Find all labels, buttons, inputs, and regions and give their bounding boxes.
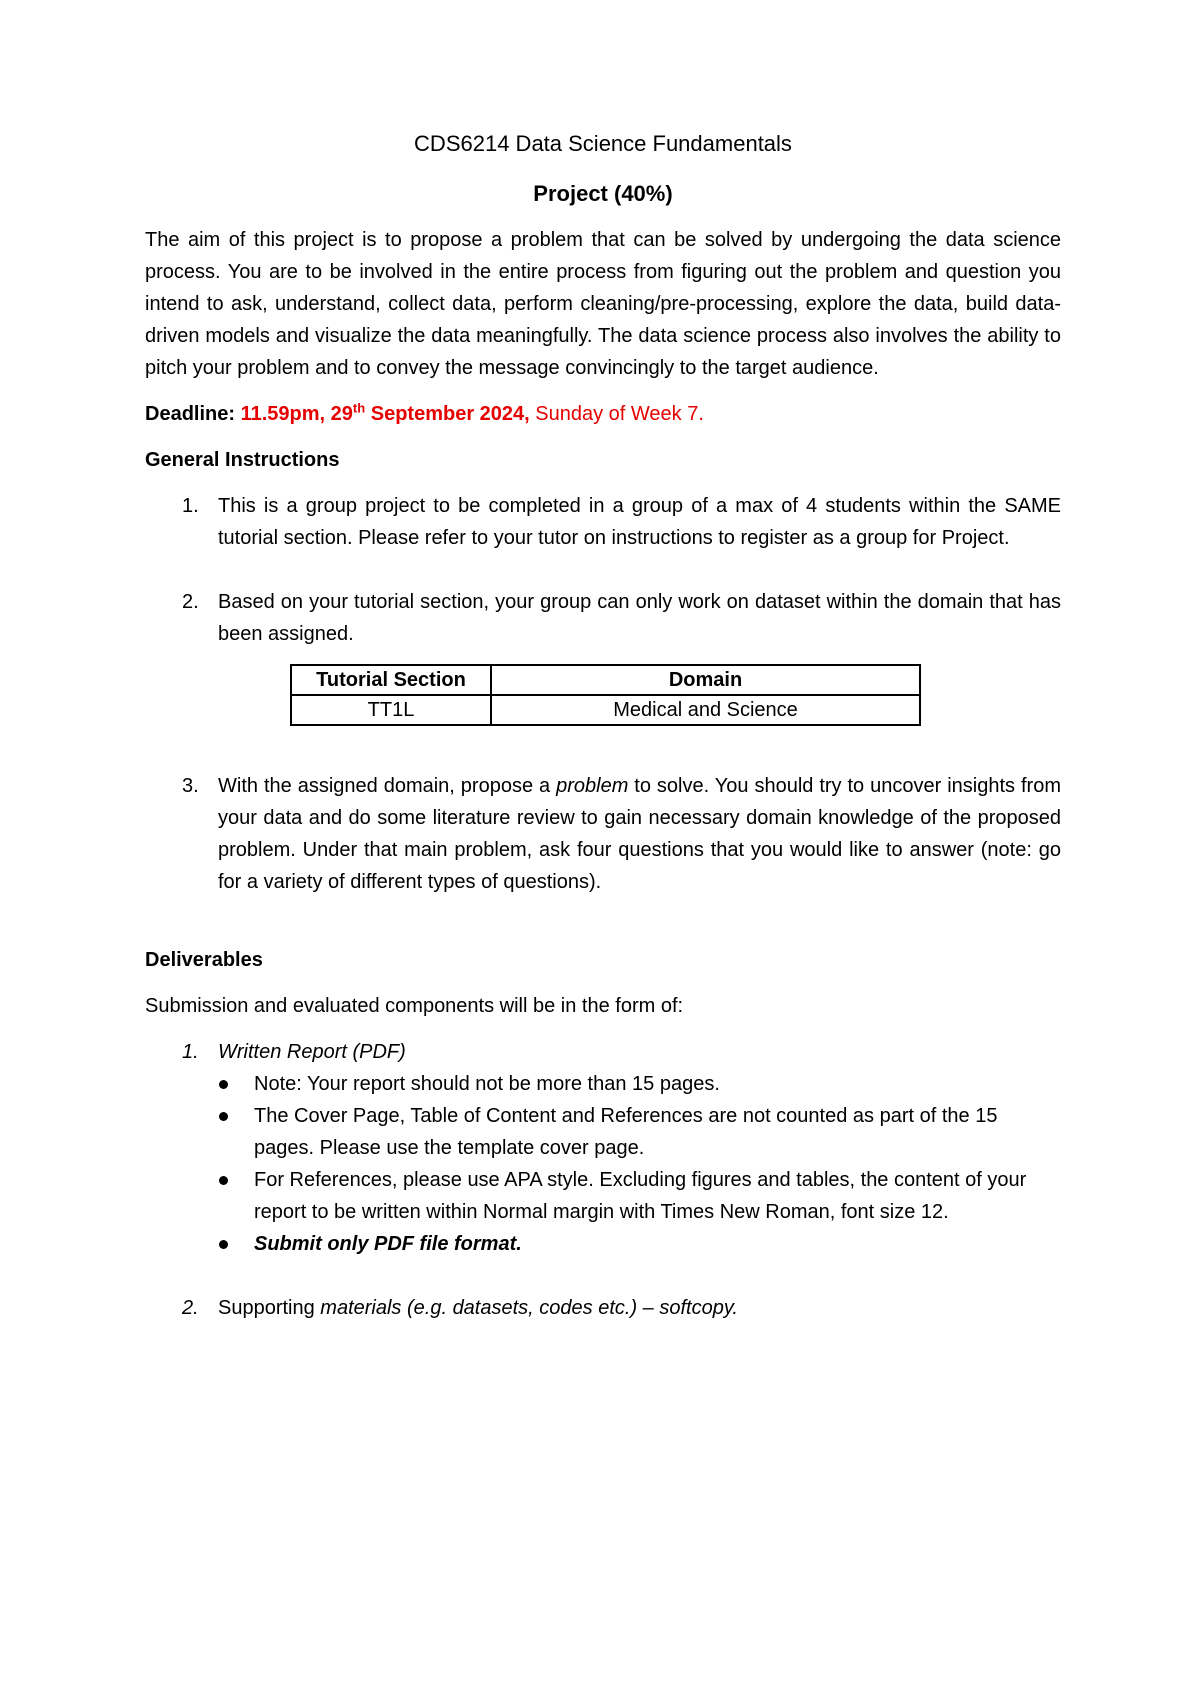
list-item-label: Supporting materials (e.g. datasets, codes etc.) – softcopy.	[218, 1297, 738, 1319]
bullet-item: The Cover Page, Table of Content and References are not counted as part of the 15 pages. Please use the template cover page.	[218, 1100, 1061, 1164]
deadline-time: 11.59pm, 29th September 2024,	[240, 400, 530, 425]
deliverables-heading: Deliverables	[145, 949, 263, 971]
general-instructions-list-continued	[145, 770, 1061, 898]
deadline-line	[145, 398, 1061, 430]
bullet-icon	[219, 1080, 228, 1089]
list-item-text: With the assigned domain, propose a problem to solve. You should try to uncover insights from your data and do some literature review to gain necessary domain knowledge of the proposed problem. Under that main problem, ask four questions that you would like to answer (note: go for a variety of different types of questions).	[218, 775, 1061, 893]
table-header-cell: Tutorial Section	[291, 665, 491, 695]
bullet-item: Note: Your report should not be more than 15 pages.	[218, 1068, 1061, 1100]
list-item	[145, 586, 1061, 650]
table-header-cell: Domain	[491, 665, 920, 695]
document-subtitle: Project (40%)	[533, 181, 673, 206]
domain-table	[290, 664, 921, 726]
general-instructions-heading: General Instructions	[145, 449, 340, 471]
list-number: 3.	[182, 775, 199, 797]
intro-paragraph: The aim of this project is to propose a problem that can be solved by undergoing the data science process. You are to be involved in the entire process from figuring out the problem and question you intend to ask, understand, collect data, perform cleaning/pre-processing, explore the data, build data-driven models and visualize the data meaningfully. The data science process also involves the ability to pitch your problem and to convey the message convincingly to the target audience.	[145, 229, 1061, 379]
deliverables-list	[145, 1036, 1061, 1324]
general-instructions-list	[145, 490, 1061, 650]
list-number: 2.	[182, 1297, 199, 1319]
bullet-item: For References, please use APA style. Excluding figures and tables, the content of your report to be written within Normal margin with Times New Roman, font size 12.	[218, 1164, 1061, 1228]
document-title: CDS6214 Data Science Fundamentals	[414, 131, 792, 156]
deadline-day: Sunday of Week 7.	[529, 403, 704, 425]
document-page	[145, 128, 1061, 1324]
list-item-text: Based on your tutorial section, your group can only work on dataset within the domain that has been assigned.	[218, 591, 1061, 645]
deadline-label: Deadline:	[145, 403, 236, 425]
list-number: 1.	[182, 495, 199, 517]
list-item-label: Written Report (PDF)	[218, 1041, 406, 1063]
list-item	[145, 490, 1061, 554]
table-header-row	[291, 665, 920, 695]
bullet-icon	[219, 1240, 228, 1249]
bullet-icon	[219, 1112, 228, 1121]
deliverables-intro: Submission and evaluated components will be in the form of:	[145, 995, 684, 1017]
bullet-icon	[219, 1176, 228, 1185]
list-item	[145, 1036, 1061, 1260]
list-item-text: This is a group project to be completed in a group of a max of 4 students within the SAME tutorial section. Please refer to your tutor on instructions to register as a group for Project.	[218, 495, 1061, 549]
table-cell: Medical and Science	[491, 695, 920, 725]
list-item	[145, 1292, 1061, 1324]
table-row	[291, 695, 920, 725]
list-number: 1.	[182, 1041, 199, 1063]
report-bullet-list	[218, 1068, 1061, 1260]
table-cell: TT1L	[291, 695, 491, 725]
list-number: 2.	[182, 591, 199, 613]
list-item	[145, 770, 1061, 898]
bullet-item: Submit only PDF file format.	[218, 1228, 1061, 1260]
